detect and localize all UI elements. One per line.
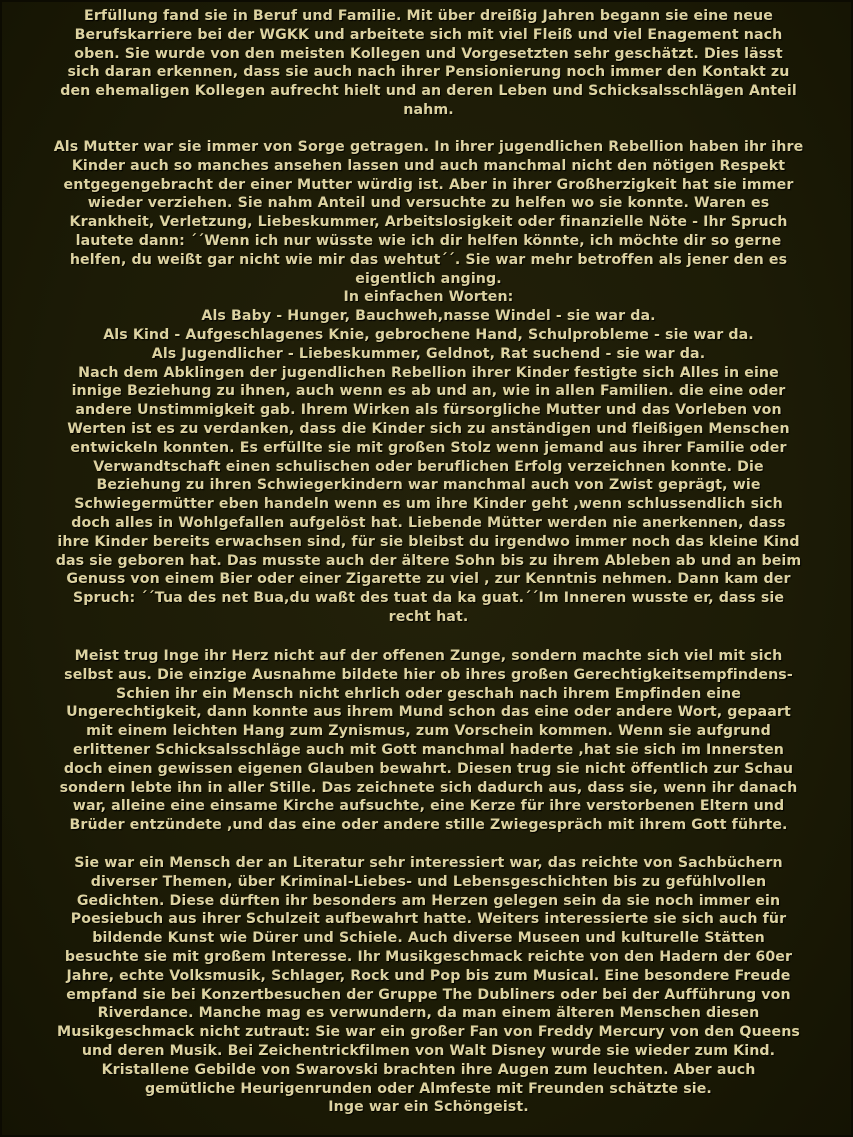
paragraph-motherhood: Als Mutter war sie immer von Sorge getragen. In ihrer jugendlichen Rebellion haben ihr ihre Kinder auch so manches ansehen lassen und auch manchmal nicht den nötigen Respekt entgegengebracht der einer Mutter würdig ist. Aber in ihrer Großherzigkeit hat sie immer wieder verziehen. Sie nahm Anteil und versuchte zu helfen wo sie konnte. Waren es Krankheit, Verletzung, Liebeskummer, Arbeitslosigkeit oder finanzielle Nöte - Ihr Spruch lautete dann: ´´Wenn ich nur wüsste wie ich dir helfen könnte, ich möchte dir so gerne helfen, du weißt gar nicht wie mir das wehtut´´. Sie war mehr betroffen als jener den es eigentlich anging. In einfachen Worten: Als Baby - Hunger, Bauchweh,nasse Windel - sie war da. Als Kind - Aufgeschlagenes Knie, gebrochene Hand, Schulprobleme - sie war da. Als Jugendlicher - Liebeskummer, Geldnot, Rat suchend - sie war da. Nach dem Abklingen der jugendlichen Rebellion ihrer Kinder festigte sich Alles in eine innige Beziehung zu ihnen, auch wenn es ab und an, wie in allen Familien. die eine oder andere Unstimmigkeit gab. Ihrem Wirken als fürsorgliche Mutter und das Vorleben von Werten ist es zu verdanken, dass die Kinder sich zu anständigen und fleißigen Menschen entwickeln konnten. Es erfüllte sie mit großen Stolz wenn jemand aus ihrer Familie oder Verwandtschaft einen schulischen oder beruflichen Erfolg verzeichnen konnte. Die Beziehung zu ihren Schwiegerkindern war manchmal auch von Zwist geprägt, wie Schwiegermütter eben handeln wenn es um ihre Kinder geht ,wenn schlussendlich sich doch alles in Wohlgefallen aufgelöst hat. Liebende Mütter werden nie anerkennen, dass ihre Kinder bereits erwachsen sind, für sie bleibst du irgendwo immer noch das kleine Kind das sie geboren hat. Das musste auch der ältere Sohn bis zu ihrem Ableben ab und an beim Genuss von einem Bier oder einer Zigarette zu viel , zur Kenntnis nehmen. Dann kam der Spruch: ´´Tua des net Bua,du waßt des tuat da ka guat.´´Im Inneren wusste er, dass sie recht hat. — [53, 139, 804, 625]
paragraph-faith: Meist trug Inge ihr Herz nicht auf der offenen Zunge, sondern machte sich viel mit sich selbst aus. Die einzige Ausnahme bildete hier ob ihres großen Gerechtigkeitsempfindens- Schien ihr ein Mensch nicht ehrlich oder geschah nach ihrem Empfinden eine Ungerechtigkeit, dann konnte aus ihrem Mund schon das eine oder andere Wort, gepaart mit einem leichten Hang zum Zynismus, zum Vorschein kommen. Wenn sie aufgrund erlittener Schicksalsschläge auch mit Gott manchmal haderte ,hat sie sich im Innersten doch einen gewissen eigenen Glauben bewahrt. Diesen trug sie nicht öffentlich zur Schau sondern lebte ihn in aller Stille. Das zeichnete sich dadurch aus, dass sie, wenn ihr danach war, alleine eine einsame Kirche aufsuchte, eine Kerze für ihre verstorbenen Eltern und Brüder entzündete ,und das eine oder andere stille Zwiegespräch mit ihrem Gott führte. — [59, 648, 798, 834]
paragraph-career: Erfüllung fand sie in Beruf und Familie. Mit über dreißig Jahren begann sie eine neue Berufskarriere bei der WGKK und arbeitete sich mit viel Fleiß und viel Enagement nach oben. Sie wurde von den meisten Kollegen und Vorgesetzten sehr geschätzt. Dies lässt sich daran erkennen, dass sie auch nach ihrer Pensionierung noch immer den Kontakt zu den ehemaligen Kollegen aufrecht hielt und an deren Leben und Schicksalsschlägen Anteil nahm. — [60, 8, 797, 118]
paragraph-interests: Sie war ein Mensch der an Literatur sehr interessiert war, das reichte von Sachbüchern diverser Themen, über Kriminal-Liebes- und Lebensgeschichten bis zu gefühlvollen Gedichten. Diese dürften ihr besonders am Herzen gelegen sein da sie noch immer ein Poesiebuch aus ihrer Schulzeit aufbewahrt hatte. Weiters interessierte sie sich auch für bildende Kunst wie Dürer und Schiele. Auch diverse Museen und kulturelle Stätten besuchte sie mit großem Interesse. Ihr Musikgeschmack reichte von den Hadern der 60er Jahre, echte Volksmusik, Schlager, Rock und Pop bis zum Musical. Eine besondere Freude empfand sie bei Konzertbesuchen der Gruppe The Dubliners oder bei der Aufführung von Riverdance. Manche mag es verwundern, da man einem älteren Menschen diesen Musikgeschmack nicht zutraut: Sie war ein großer Fan von Freddy Mercury von den Queens und deren Musik. Bei Zeichentrickfilmen von Walt Disney wurde sie wieder zum Kind. Kristallene Gebilde von Swarovski brachten ihre Augen zum leuchten. Aber auch gemütliche Heurigenrunden oder Almfeste mit Freunden schätzte sie. Inge war ein Schöngeist. — [57, 855, 800, 1116]
